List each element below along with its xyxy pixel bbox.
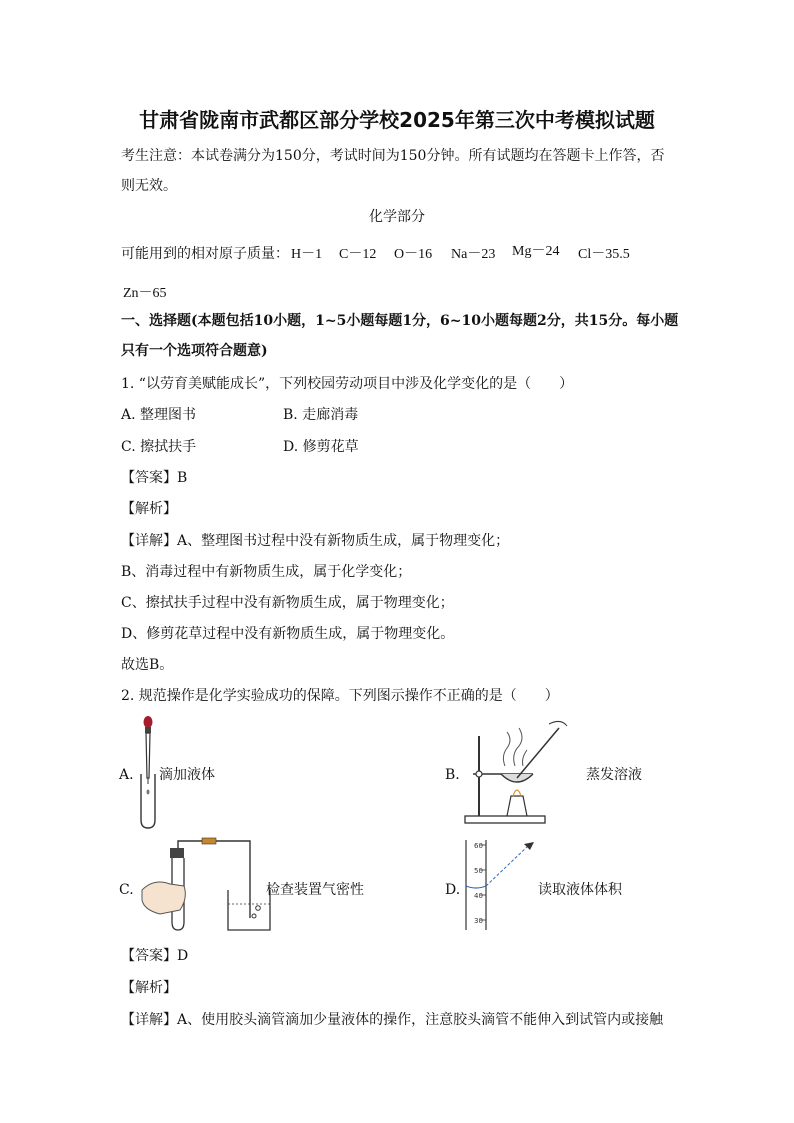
part1-line-1: 一、选择题(本题包括10小题，1~5小题每题1分，6~10小题每题2分，共15分。每小题 — [121, 313, 679, 329]
airtightness-check-diagram — [140, 838, 270, 934]
q2-option-a-caption: 滴加液体 — [159, 767, 215, 783]
q2-detail: 【详解】A、使用胶头滴管滴加少量液体的操作，注意胶头滴管不能伸入到试管内或接触 — [121, 1012, 664, 1028]
q1-option-b: B. 走廊消毒 — [283, 407, 359, 423]
tick-label-60: 60 — [474, 842, 483, 850]
mass-cl: Cl－35.5 — [578, 247, 630, 262]
part1-line-2: 只有一个选项符合题意) — [121, 343, 268, 359]
tick-label-40: 40 — [474, 892, 483, 900]
q2-option-a-letter: A. — [119, 767, 134, 783]
graduated-cylinder-diagram — [462, 838, 542, 934]
q1-detail-d: D、修剪花草过程中没有新物质生成，属于物理变化。 — [121, 626, 455, 642]
q2-option-b-letter: B. — [445, 767, 460, 783]
q2-option-c-caption: 检查装置气密性 — [266, 882, 364, 898]
tick-label-50: 50 — [474, 867, 483, 875]
q1-detail-c: C、擦拭扶手过程中没有新物质生成，属于物理变化； — [121, 595, 454, 611]
tick-label-30: 30 — [474, 917, 483, 925]
mass-mg: Mg－24 — [512, 244, 560, 259]
q2-option-d-letter: D. — [445, 882, 461, 898]
q2-option-d-caption: 读取液体体积 — [538, 882, 622, 898]
mass-zn: Zn－65 — [123, 286, 167, 301]
q2-option-c-letter: C. — [119, 882, 134, 898]
q2-analysis-label: 【解析】 — [121, 980, 177, 996]
atomic-mass-label: 可能用到的相对原子质量： — [121, 246, 289, 262]
mass-o: O－16 — [394, 247, 433, 262]
q2-stem: 2. 规范操作是化学实验成功的保障。下列图示操作不正确的是（ ） — [121, 688, 559, 704]
section-title: 化学部分 — [369, 209, 425, 225]
q1-detail-a: 【详解】A、整理图书过程中没有新物质生成，属于物理变化； — [121, 533, 510, 549]
q2-option-b-caption: 蒸发溶液 — [586, 767, 642, 783]
q2-answer: 【答案】D — [121, 948, 189, 964]
mass-h: H－1 — [291, 247, 323, 262]
q1-option-a: A. 整理图书 — [121, 407, 197, 423]
q1-detail-b: B、消毒过程中有新物质生成，属于化学变化； — [121, 564, 412, 580]
mass-c: C－12 — [339, 247, 377, 262]
mass-na: Na－23 — [451, 247, 496, 262]
q1-analysis-label: 【解析】 — [121, 501, 177, 517]
q1-option-d: D. 修剪花草 — [283, 439, 359, 455]
evaporation-apparatus-diagram — [463, 718, 575, 828]
q1-conclusion: 故选B。 — [121, 657, 174, 673]
notice-line-1: 考生注意：本试卷满分为150分，考试时间为150分钟。所有试题均在答题卡上作答，否 — [121, 148, 665, 164]
q1-option-c: C. 擦拭扶手 — [121, 439, 197, 455]
q1-stem: 1. “以劳育美赋能成长”，下列校园劳动项目中涉及化学变化的是（ ） — [121, 376, 574, 392]
notice-line-2: 则无效。 — [121, 178, 177, 194]
page-title: 甘肃省陇南市武都区部分学校2025年第三次中考模拟试题 — [139, 108, 655, 132]
q1-answer: 【答案】B — [121, 470, 188, 486]
